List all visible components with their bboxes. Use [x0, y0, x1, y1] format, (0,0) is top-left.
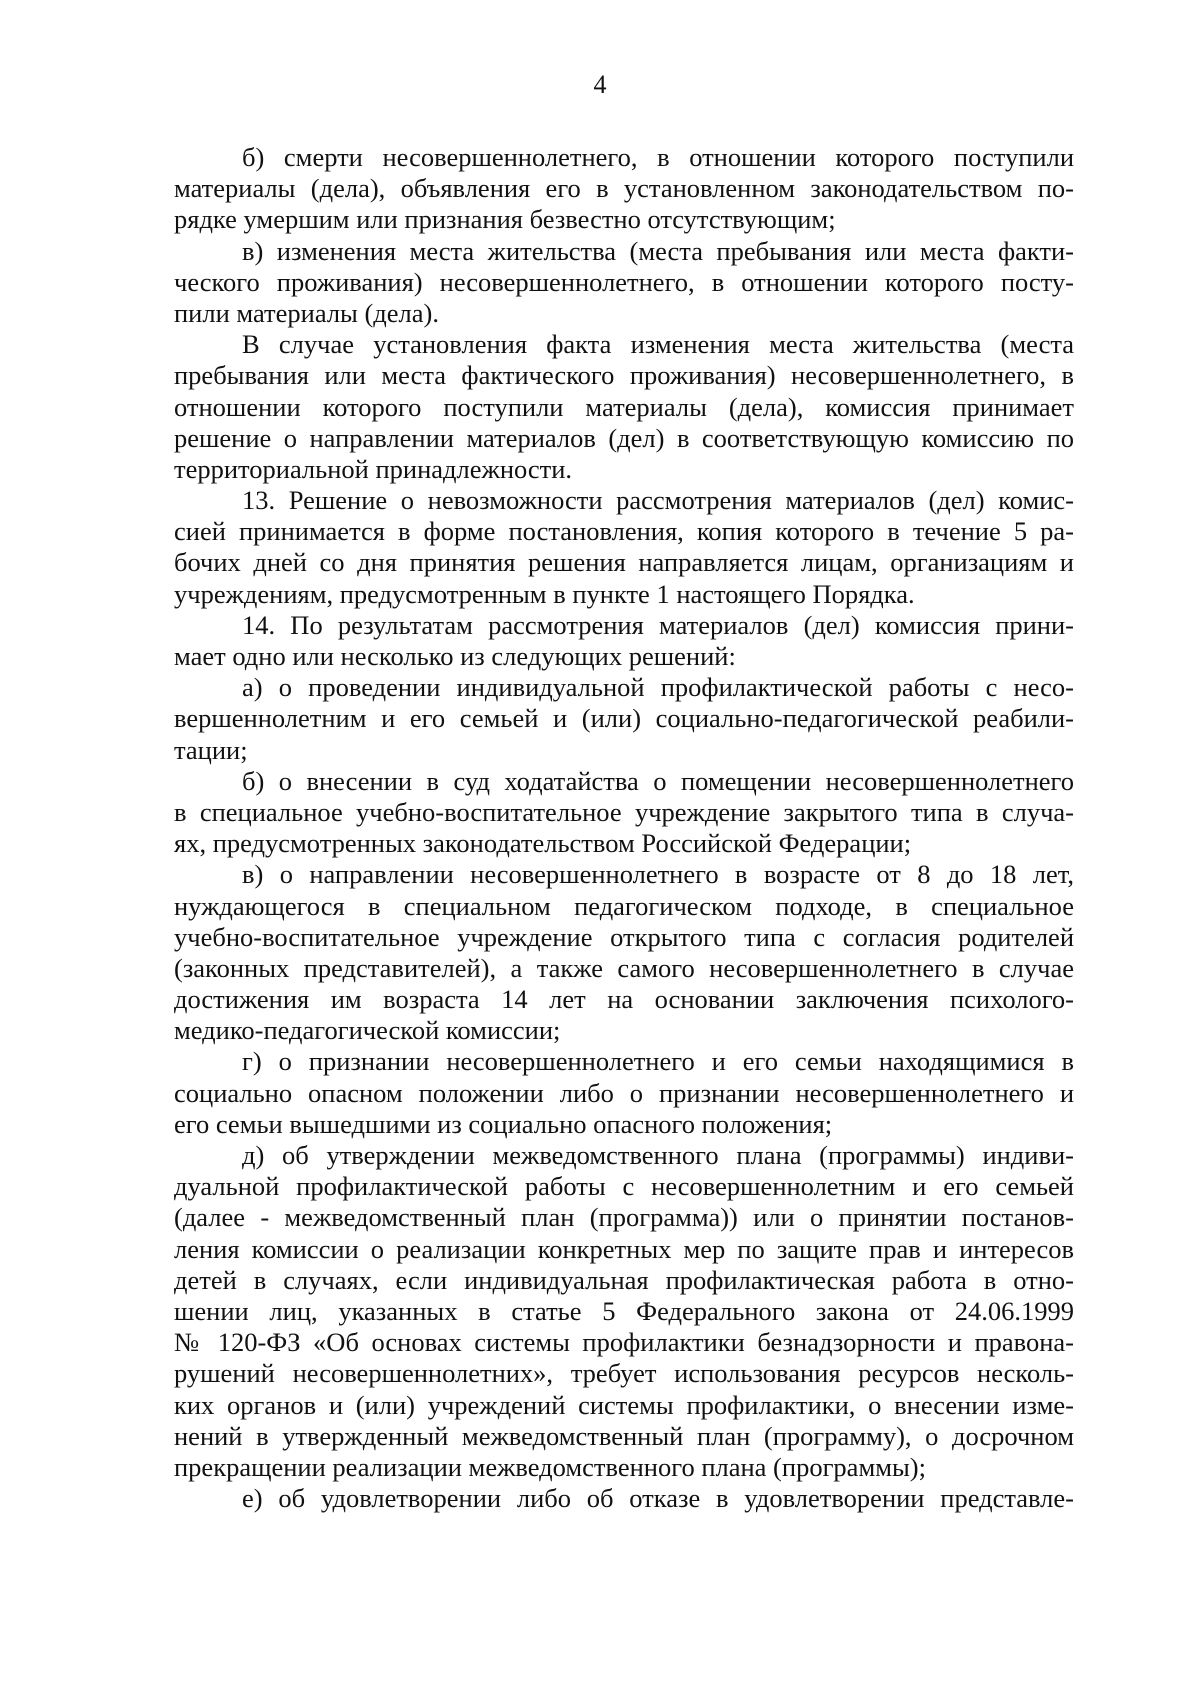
- text-line: (законных представителей), а также самого несовершеннолетнего в случае: [174, 952, 1074, 983]
- text-line: материалы (дела), объявления его в установленном законодательством по-: [174, 173, 1074, 204]
- text-line: рядке умершим или признания безвестно отсутствующим;: [174, 204, 836, 235]
- text-line: учреждениям, предусмотренным в пункте 1 настоящего Порядка.: [174, 578, 915, 609]
- text-line: № 120-ФЗ «Об основах системы профилактики безнадзорности и правона-: [174, 1327, 1074, 1358]
- text-line: рушений несовершеннолетних», требует использования ресурсов несколь-: [174, 1358, 1074, 1389]
- text-line: его семьи вышедшими из социально опасного положения;: [174, 1108, 833, 1139]
- text-line: медико-педагогической комиссии;: [174, 1015, 561, 1046]
- text-line: детей в случаях, если индивидуальная профилактическая работа в отно-: [174, 1264, 1074, 1295]
- text-line: б) смерти несовершеннолетнего, в отношении которого поступили: [242, 142, 1074, 172]
- text-line: шении лиц, указанных в статье 5 Федерального закона от 24.06.1999: [174, 1295, 1074, 1326]
- text-line: (далее - межведомственный план (программа)) или о принятии постанов-: [174, 1202, 1074, 1233]
- text-line: ях, предусмотренных законодательством Российской Федерации;: [174, 828, 912, 859]
- text-line: 13. Решение о невозможности рассмотрения материалов (дел) комис-: [242, 485, 1074, 516]
- text-line: нуждающегося в специальном педагогическом подходе, в специальное: [174, 890, 1074, 921]
- text-line: в) изменения места жительства (места пребывания или места факти-: [242, 235, 1074, 266]
- text-line: достижения им возраста 14 лет на основании заключения психолого-: [174, 984, 1074, 1015]
- text-line: г) о признании несовершеннолетнего и его семьи находящимися в: [242, 1046, 1074, 1077]
- text-line: сией принимается в форме постановления, копия которого в течение 5 ра-: [174, 516, 1074, 547]
- text-line: социально опасном положении либо о признании несовершеннолетнего и: [174, 1077, 1074, 1108]
- text-line: территориальной принадлежности.: [174, 453, 573, 484]
- text-line: пребывания или места фактического проживания) несовершеннолетнего, в: [174, 360, 1074, 391]
- text-line: В случае установления факта изменения места жительства (места: [242, 329, 1074, 360]
- text-line: вершеннолетним и его семьей и (или) социально-педагогической реабили-: [174, 703, 1074, 734]
- text-line: ких органов и (или) учреждений системы профилактики, о внесении изме-: [174, 1389, 1074, 1420]
- text-line: в специальное учебно-воспитательное учреждение закрытого типа в случа-: [174, 796, 1074, 827]
- text-line: тации;: [174, 734, 248, 765]
- document-body: [174, 142, 1074, 1514]
- text-line: 14. По результатам рассмотрения материалов (дел) комиссия прини-: [242, 609, 1074, 640]
- text-line: пили материалы (дела).: [174, 297, 439, 328]
- text-line: а) о проведении индивидуальной профилактической работы с несо-: [242, 672, 1074, 703]
- text-line: в) о направлении несовершеннолетнего в возрасте от 8 до 18 лет,: [242, 859, 1074, 890]
- text-line: мает одно или несколько из следующих решений:: [174, 641, 736, 671]
- text-line: дуальной профилактической работы с несовершеннолетним и его семьей: [174, 1171, 1074, 1202]
- text-line: е) об удовлетворении либо об отказе в удовлетворении представле-: [242, 1483, 1074, 1514]
- text-line: ления комиссии о реализации конкретных мер по защите прав и интересов: [174, 1233, 1074, 1264]
- text-line: решение о направлении материалов (дел) в соответствующую комиссию по: [174, 422, 1074, 453]
- text-line: нений в утвержденный межведомственный план (программу), о досрочном: [174, 1420, 1074, 1451]
- page-number: 4: [593, 70, 607, 99]
- text-line: ческого проживания) несовершеннолетнего, в отношении которого посту-: [174, 266, 1074, 297]
- text-line: учебно-воспитательное учреждение открытого типа с согласия родителей: [174, 921, 1074, 952]
- text-line: бочих дней со дня принятия решения направляется лицам, организациям и: [174, 547, 1074, 578]
- text-line: б) о внесении в суд ходатайства о помещении несовершеннолетнего: [242, 765, 1074, 796]
- text-line: д) об утверждении межведомственного плана (программы) индиви-: [242, 1140, 1074, 1170]
- text-line: прекращении реализации межведомственного плана (программы);: [174, 1451, 926, 1482]
- text-line: отношении которого поступили материалы (дела), комиссия принимает: [174, 391, 1074, 422]
